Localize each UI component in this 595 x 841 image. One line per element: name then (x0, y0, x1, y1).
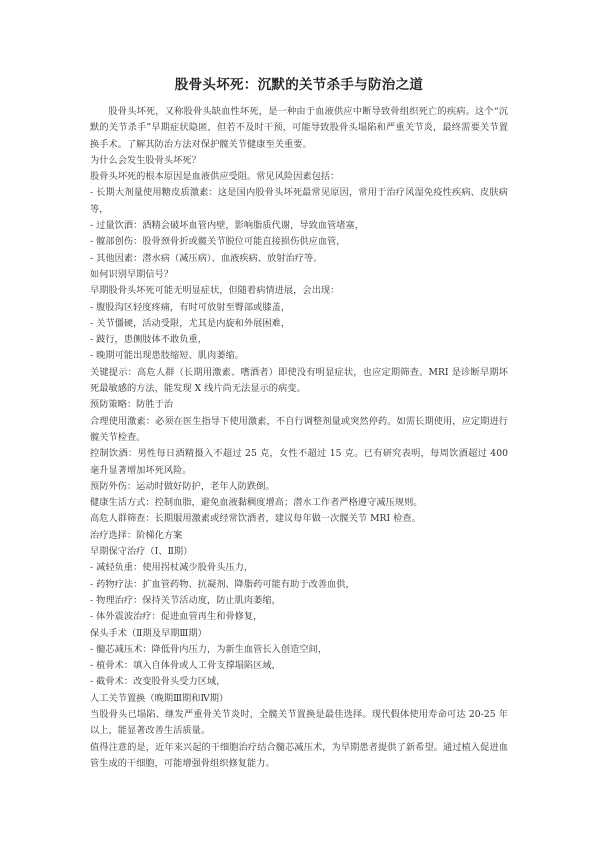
paragraph: 为什么会发生股骨头坏死？ (90, 154, 201, 166)
paragraph: 如何识别早期信号？ (90, 268, 174, 280)
paragraph: 人工关节置换（晚期Ⅲ期和Ⅳ期） (90, 692, 229, 704)
paragraph: - 长期大剂量使用糖皮质激素：这是国内股骨头坏死最常见原因，常用于治疗风湿免疫性疾病、皮肤病等， (90, 187, 508, 215)
paragraph: 股骨头坏死的根本原因是血液供应受阻。常见风险因素包括： (90, 171, 340, 183)
paragraph: 治疗选择：阶梯化方案 (90, 529, 183, 541)
paragraph: 值得注意的是，近年来兴起的干细胞治疗结合髓芯减压术，为早期患者提供了新希望。通过植入促进血管生成的干细胞，可能增强骨组织修复能力。 (90, 741, 508, 769)
paragraph: 控制饮酒：男性每日酒精摄入不超过 25 克，女性不超过 15 克。已有研究表明，每周饮酒超过 400 毫升显著增加坏死风险。 (90, 448, 508, 476)
paragraph: - 减轻负重：使用拐杖减少股骨头压力， (90, 562, 254, 574)
paragraph: 早期保守治疗（Ⅰ、Ⅱ期） (90, 546, 193, 558)
paragraph: 预防策略：防胜于治 (90, 399, 174, 411)
paragraph: - 关节僵硬，活动受限，尤其是内旋和外展困难， (90, 317, 291, 329)
paragraph: 股骨头坏死，又称股骨头缺血性坏死，是一种由于血液供应中断导致骨组织死亡的疾病。这个“沉默的关节杀手”早期症状隐匿，但若不及时干预，可能导致股骨头塌陷和严重关节炎，最终需要关节置换手术。了解其防治方法对保护髋关节健康至关重要。 (90, 106, 508, 150)
paragraph: - 髋部创伤：股骨颈骨折或髋关节脱位可能直接损伤供应血管， (90, 236, 346, 248)
paragraph: - 其他因素：潜水病（减压病）、血液疾病、放射治疗等。 (90, 252, 323, 264)
paragraph: - 晚期可能出现患肢缩短、肌肉萎缩。 (90, 350, 244, 362)
paragraph: - 髓芯减压术：降低骨内压力，为新生血管长入创造空间， (90, 643, 328, 655)
paragraph: 高危人群筛查：长期服用激素或经常饮酒者，建议每年做一次髋关节 MRI 检查。 (90, 513, 421, 525)
paragraph: - 跛行，患侧肢体不敢负重， (90, 334, 207, 346)
paragraph: - 截骨术：改变股骨头受力区域， (90, 676, 226, 688)
page-title: 股骨头坏死：沉默的关节杀手与防治之道 (174, 77, 424, 93)
paragraph: 健康生活方式：控制血脂，避免血液黏稠度增高；潜水工作者严格遵守减压规则。 (90, 497, 423, 509)
paragraph: 关键提示：高危人群（长期用激素、嗜酒者）即使没有明显症状，也应定期筛查。MRI 是诊断早期坏死最敏感的方法，能发现 X 线片尚无法显示的病变。 (90, 366, 508, 395)
paragraph: - 过量饮酒：酒精会破坏血管内壁，影响脂质代谢，导致血管堵塞， (90, 220, 365, 232)
paragraph: - 物理治疗：保持关节活动度，防止肌肉萎缩， (90, 594, 281, 606)
paragraph: 当股骨头已塌陷、继发严重骨关节炎时，全髋关节置换是最佳选择。现代假体使用寿命可达 20-25 年以上，能显著改善生活质量。 (90, 708, 508, 737)
article-body (90, 104, 508, 772)
article (90, 76, 508, 772)
paragraph: - 植骨术：填入自体骨或人工骨支撑塌陷区域， (90, 660, 281, 672)
paragraph: - 腹股沟区轻度疼痛，有时可放射至臀部或膝盖， (90, 301, 291, 313)
paragraph: 预防外伤：运动时做好防护，老年人防跌倒。 (90, 480, 275, 492)
paragraph: 合理使用激素：必须在医生指导下使用激素，不自行调整剂量或突然停药。如需长期使用，应定期进行髋关节检查。 (90, 415, 508, 443)
paragraph: - 药物疗法：扩血管药物、抗凝剂、降脂药可能有助于改善血供， (90, 578, 355, 590)
paragraph: 保头手术（Ⅱ期及早期Ⅲ期） (90, 627, 207, 639)
paragraph: 早期股骨头坏死可能无明显症状，但随着病情进展，会出现： (90, 285, 340, 297)
paragraph: - 体外震波治疗：促进血管再生和骨修复， (90, 611, 263, 623)
